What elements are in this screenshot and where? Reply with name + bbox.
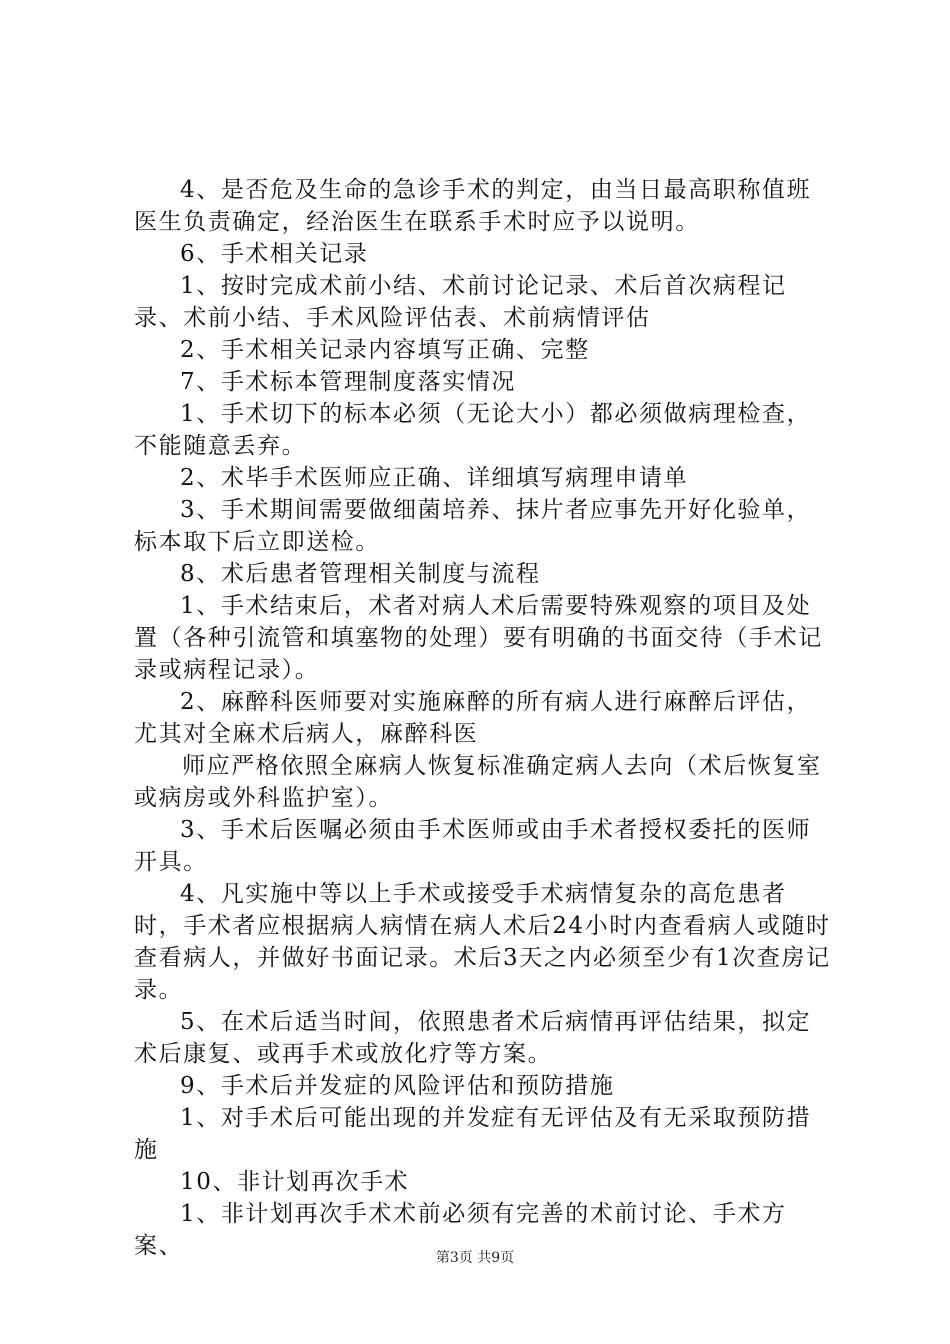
paragraph-8: 3、手术期间需要做细菌培养、抹片者应事先开好化验单，标本取下后立即送检。	[134, 497, 812, 555]
heading-8: 8、术后患者管理相关制度与流程	[180, 561, 541, 587]
paragraph-7: 2、术毕手术医师应正确、详细填写病理申请单	[180, 465, 689, 491]
paragraph-15: 5、在术后适当时间，依照患者术后病情再评估结果，拟定术后康复、或再手术或放化疗等方案。	[134, 1009, 812, 1067]
document-body	[134, 174, 834, 1262]
paragraph-13: 3、手术后医嘱必须由手术医师或由手术者授权委托的医师开具。	[134, 817, 812, 875]
heading-7: 7、手术标本管理制度落实情况	[180, 369, 517, 395]
paragraph-19: 1、非计划再次手术术前必须有完善的术前讨论、手术方案、	[134, 1201, 787, 1259]
heading-9: 9、手术后并发症的风险评估和预防措施	[180, 1073, 615, 1099]
heading-6: 6、手术相关记录	[180, 241, 369, 267]
paragraph-6: 1、手术切下的标本必须（无论大小）都必须做病理检查，不能随意丢弃。	[134, 401, 812, 459]
paragraph-14: 4、凡实施中等以上手术或接受手术病情复杂的高危患者时，手术者应根据病人病情在病人术后24小时内查看病人或随时查看病人，并做好书面记录。术后3天之内必须至少有1次查房记录。	[134, 881, 831, 1003]
heading-10: 10、非计划再次手术	[180, 1169, 410, 1195]
paragraph-11: 2、麻醉科医师要对实施麻醉的所有病人进行麻醉后评估，尤其对全麻术后病人，麻醉科医	[134, 689, 812, 747]
paragraph-4: 2、手术相关记录内容填写正确、完整	[180, 337, 590, 363]
paragraph-1: 4、是否危及生命的急诊手术的判定，由当日最高职称值班医生负责确定，经治医生在联系手术时应予以说明。	[134, 177, 812, 235]
paragraph-12: 师应严格依照全麻病人恢复标准确定病人去向（术后恢复室或病房或外科监护室）。	[134, 753, 822, 811]
paragraph-10: 1、手术结束后，术者对病人术后需要特殊观察的项目及处置（各种引流管和填塞物的处理）要有明确的书面交待（手术记录或病程记录）。	[134, 593, 823, 683]
paragraph-3: 1、按时完成术前小结、术前讨论记录、术后首次病程记录、术前小结、手术风险评估表、术前病情评估	[134, 273, 787, 331]
page-footer: 第3页 共9页	[435, 1250, 515, 1266]
paragraph-17: 1、对手术后可能出现的并发症有无评估及有无采取预防措施	[134, 1105, 812, 1163]
